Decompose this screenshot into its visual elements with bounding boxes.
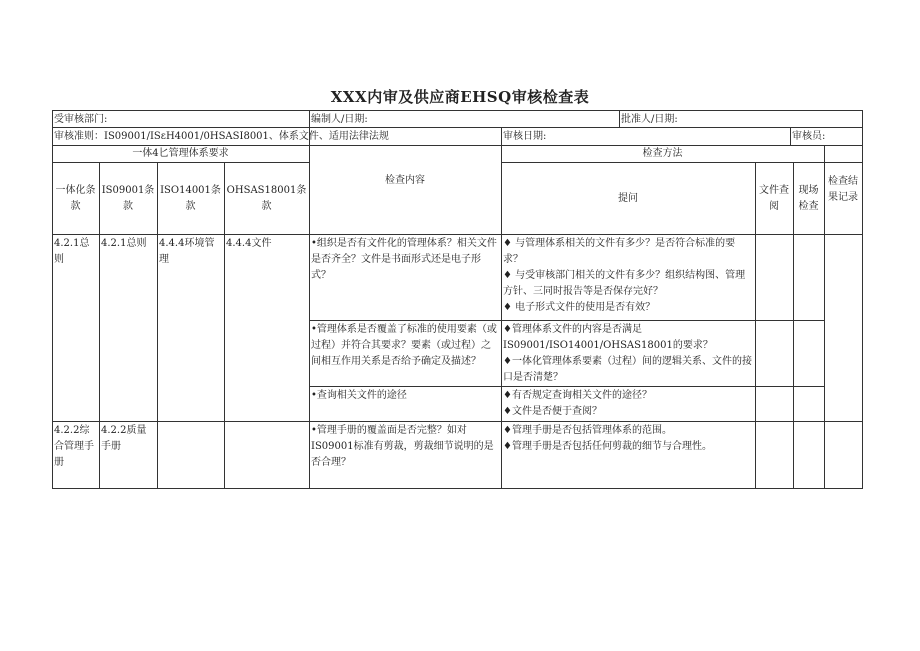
audit-criteria: 审核准则：IS09001/ISεH4001/0HSASI8001、体系文件、适用法律法规 <box>54 131 389 142</box>
row1-iso9001-clause: 4.2.1总则 <box>101 238 147 249</box>
row1-item3-questions <box>501 387 755 421</box>
row1-ohsas-clause: 4.4.4文件 <box>226 238 272 249</box>
prepared-by-label: 编制人/日期: <box>311 114 368 125</box>
row1-item1-questions <box>501 235 755 320</box>
question-line: ♦有否规定查询相关文件的途径？ <box>503 390 652 401</box>
audit-date-label: 审核日期: <box>503 131 547 142</box>
row1-item2-questions <box>501 321 755 386</box>
rule <box>862 110 863 489</box>
row1-item1-content: •组织是否有文件化的管理体系？相关文件是否齐全？文件是书面形式还是电子形式？ <box>311 238 497 281</box>
approved-by-label: 批准人/日期: <box>621 114 678 125</box>
doc-check-header: 文件查阅 <box>759 184 789 212</box>
auditor-label: 审核员: <box>792 131 826 142</box>
row2-ohsas-clause <box>224 422 309 488</box>
question-line: ♦ 与管理体系相关的文件有多少？是否符合标准的要求？ <box>503 238 736 265</box>
row1-item2-content: •管理体系是否覆盖了标准的使用要素（或过程）并符合其要求？要素（或过程）之间相互作用关系是否给予确定及描述？ <box>311 324 497 367</box>
row1-integrated-clause: 4.2.1总则 <box>54 238 90 265</box>
row2-item1-content: •管理手册的覆盖面是否完整？如对IS09001标准有剪裁，剪裁细节说明的是否合理？ <box>311 425 494 468</box>
row1-item3-content: •查询相关文件的途径 <box>311 390 407 401</box>
rule <box>52 488 862 489</box>
question-line: ♦管理手册是否包括管理体系的范围。 <box>503 425 672 436</box>
row2-integrated-clause: 4.2.2综合管理手册 <box>54 425 94 468</box>
question-line: ♦文件是否便于查阅？ <box>503 406 602 417</box>
row2-iso9001-clause: 4.2.2质量手册 <box>101 425 147 452</box>
iso9001-clause-header: IS09001条款 <box>101 184 155 212</box>
requirements-group-header: 一体4匕管理体系要求 <box>132 148 229 159</box>
audit-checklist-table <box>52 110 862 489</box>
question-header: 提问 <box>618 192 638 204</box>
question-line: ♦管理手册是否包括任何剪裁的细节与合理性。 <box>503 441 712 452</box>
document-title: XXX内审及供应商EHSQ审核检查表 <box>330 88 590 106</box>
iso14001-clause-header: ISO14001条款 <box>160 184 221 212</box>
question-line: ♦管理体系文件的内容是否满足IS09001/ISO14001/OHSAS18001的要求？ <box>503 324 713 351</box>
content-header: 检查内容 <box>385 175 425 186</box>
ohsas-clause-header: OHSAS18001条款 <box>226 184 307 212</box>
question-line: ♦一体化管理体系要素（过程）间的逻辑关系、文件的接口是否清楚？ <box>503 356 752 383</box>
row2-item1-questions <box>501 422 755 488</box>
result-header: 检查结果记录 <box>828 176 858 203</box>
question-line: ♦ 与受审核部门相关的文件有多少？组织结构图、管理方针、三同时报告等是否保存完好？ <box>503 270 746 297</box>
site-check-header: 现场检查 <box>798 184 819 212</box>
integrated-clause-header: 一体化条款 <box>55 184 96 212</box>
row2-iso14001-clause <box>157 422 224 488</box>
row1-iso14001-clause: 4.4.4环境管理 <box>159 238 215 265</box>
method-header: 检查方法 <box>642 148 683 159</box>
audited-dept-label: 受审核部门: <box>54 114 108 125</box>
question-line: ♦ 电子形式文件的使用是否有效？ <box>503 302 656 313</box>
